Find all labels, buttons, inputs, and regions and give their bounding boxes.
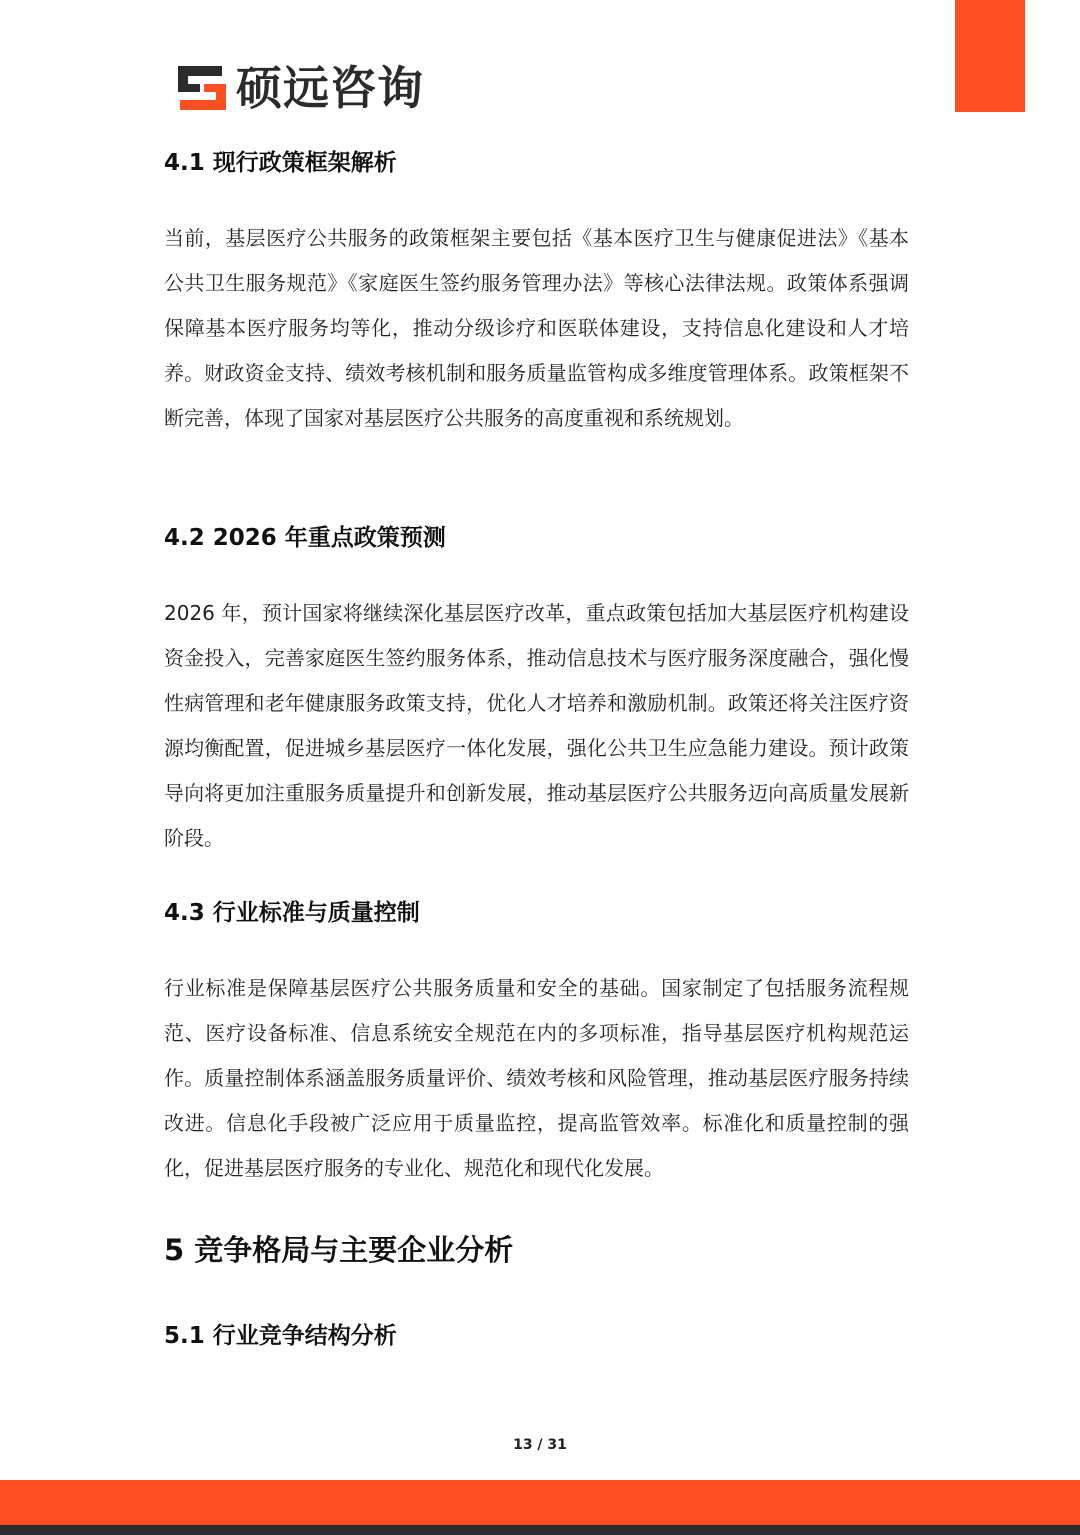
page-number: 13 / 31 <box>513 1437 567 1453</box>
chapter-heading-5: 5 竞争格局与主要企业分析 <box>164 1233 514 1267</box>
footer-accent-bar <box>0 1480 1080 1525</box>
section-heading-4-3: 4.3 行业标准与质量控制 <box>164 900 420 926</box>
section-paragraph-4-1: 当前，基层医疗公共服务的政策框架主要包括《基本医疗卫生与健康促进法》《基本公共卫生服务规范》《家庭医生签约服务管理办法》等核心法律法规。政策体系强调保障基本医疗服务均等化，推动分级诊疗和医联体建设，支持信息化建设和人才培养。财政资金支持、绩效考核机制和服务质量监管构成多维度管理体系。政策框架不断完善，体现了国家对基层医疗公共服务的高度重视和系统规划。 <box>164 226 909 430</box>
logo-text: 硕远咨询 <box>236 61 424 115</box>
top-accent-bar <box>955 0 1025 112</box>
s-logo-icon <box>176 64 228 112</box>
company-logo <box>176 60 424 116</box>
footer-dark-bar <box>0 1525 1080 1535</box>
section-heading-4-1: 4.1 现行政策框架解析 <box>164 150 397 176</box>
section-heading-5-1: 5.1 行业竞争结构分析 <box>164 1323 397 1349</box>
section-heading-4-2: 4.2 2026 年重点政策预测 <box>164 525 446 551</box>
section-paragraph-4-3: 行业标准是保障基层医疗公共服务质量和安全的基础。国家制定了包括服务流程规范、医疗设备标准、信息系统安全规范在内的多项标准，指导基层医疗机构规范运作。质量控制体系涵盖服务质量评价、绩效考核和风险管理，推动基层医疗服务持续改进。信息化手段被广泛应用于质量监控，提高监管效率。标准化和质量控制的强化，促进基层医疗服务的专业化、规范化和现代化发展。 <box>164 976 909 1180</box>
section-paragraph-4-2: 2026 年，预计国家将继续深化基层医疗改革，重点政策包括加大基层医疗机构建设资金投入，完善家庭医生签约服务体系，推动信息技术与医疗服务深度融合，强化慢性病管理和老年健康服务政策支持，优化人才培养和激励机制。政策还将关注医疗资源均衡配置，促进城乡基层医疗一体化发展，强化公共卫生应急能力建设。预计政策导向将更加注重服务质量提升和创新发展，推动基层医疗公共服务迈向高质量发展新阶段。 <box>164 601 909 850</box>
